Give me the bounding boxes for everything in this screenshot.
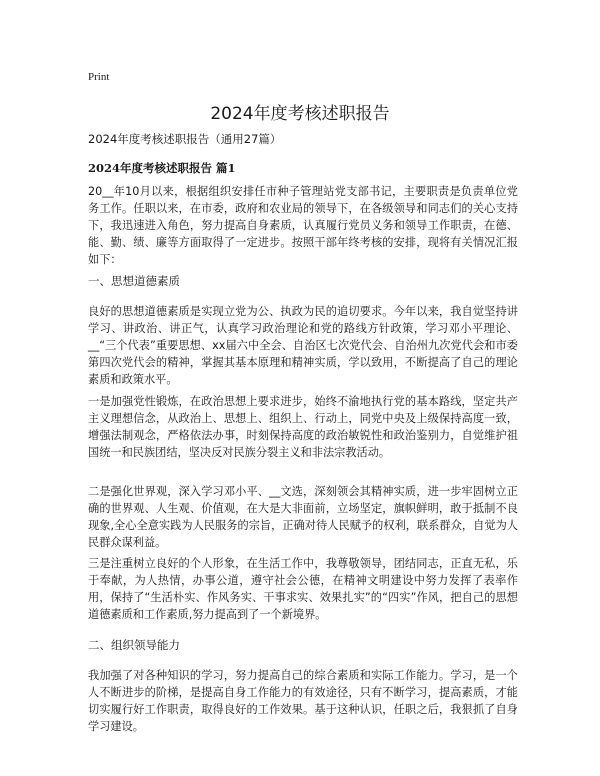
print-link[interactable]: Print bbox=[88, 71, 110, 83]
paragraph-leadership: 我加强了对各种知识的学习，努力提高自己的综合素质和实际工作能力。学习，是一个人不断进步的阶梯，是提高自身工作能力的有效途径，只有不断学习，提高素质，才能切实履行好工作职责，取得良好的工作效果。基于这种认识，任职之后，我狠抓了自身学习建设。 bbox=[88, 669, 518, 733]
section-title: 2024年度考核述职报告 篇1 bbox=[88, 161, 236, 175]
paragraph-personal-image: 三是注重树立良好的个人形象，在生活工作中，我尊敬领导，团结同志，正直无私，乐于奉献，为人热情，办事公道，遵守社会公德，在精神文明建设中努力发挥了表率作用，保持了“生活朴实、作风务实、干事求实、效果扎实”的“四实”作风，把自己的思想道德素质和工作素质,努力提高到了一个新境界。 bbox=[88, 557, 518, 621]
document-title: 2024年度考核述职报告 bbox=[210, 104, 390, 124]
intro-paragraph: 20__年10月以来，根据组织安排任市种子管理站党支部书记，主要职责是负责单位党务工作。任职以来，在市委，政府和农业局的领导下，在各级领导和同志们的关心支持下，我迅速进入角色，努力提高自身素质，认真履行党员义务和领导工作职责，在德、能、勤、绩、廉等方面取得了一定进步。按照干部年终考核的安排，现将有关情况汇报如下： bbox=[88, 185, 518, 266]
paragraph-moral-quality: 良好的思想道德素质是实现立党为公、执政为民的追切要求。今年以来，我自觉坚持讲学习、讲政治、讲正气，认真学习政治理论和党的路线方针政策，学习邓小平理论、__“三个代表”重要思想、xx届六中全会、自治区七次党代会、自治州九次党代会和市委第四次党代会的精神，掌握其基本原理和精神实质，学以致用，不断提高了自己的理论素质和政策水平。 bbox=[88, 305, 518, 386]
heading-moral-quality: 一、思想道德素质 bbox=[88, 274, 180, 288]
paragraph-party-spirit: 一是加强党性锻炼，在政治思想上要求进步，始终不渝地执行党的基本路线，坚定共产主义理想信念，从政治上、思想上、组织上、行动上，同党中央及上级保持高度一致，增强法制观念，严格依法办事，时刻保持高度的政治敏锐性和政治鉴别力，自觉维护祖国统一和民族团结，坚决反对民族分裂主义和非法宗教活动。 bbox=[88, 395, 518, 459]
document-subtitle: 2024年度考核述职报告（通用27篇） bbox=[88, 132, 282, 146]
heading-leadership: 二、组织领导能力 bbox=[88, 638, 180, 652]
paragraph-worldview: 二是强化世界观，深入学习邓小平、__文选，深刻领会其精神实质，进一步牢固树立正确的世界观、人生观、价值观，在大是大非面前，立场坚定，旗帜鲜明，敢于抵制不良现象,全心全意实践为人民服务的宗旨，正确对待人民赋予的权利，联系群众，自觉为人民群众谋利益。 bbox=[88, 485, 518, 549]
